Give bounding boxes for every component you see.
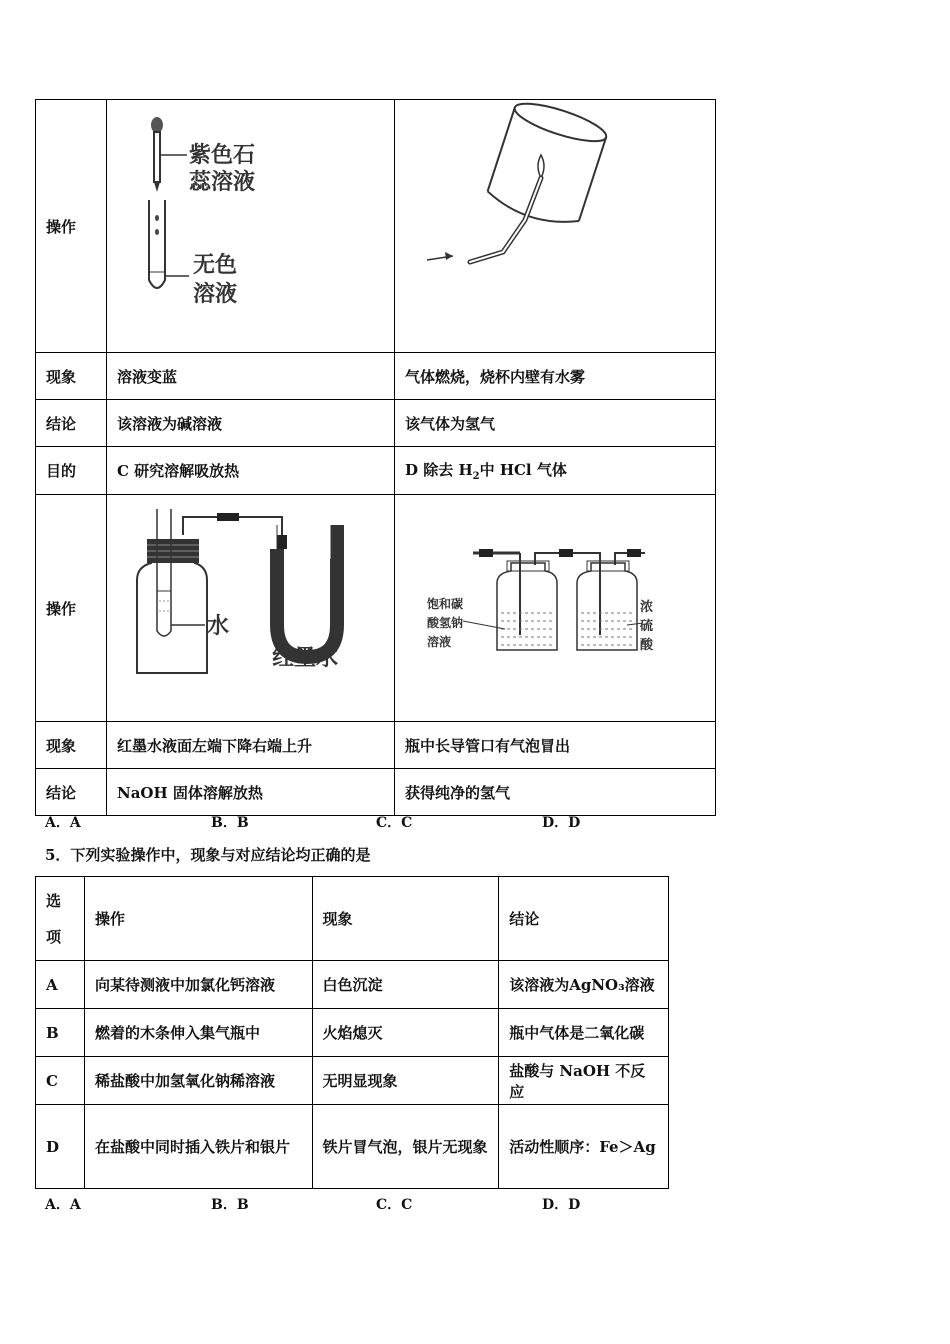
experiment-table-1 xyxy=(35,99,716,816)
conclusion-c: NaOH 固体溶解放热 xyxy=(107,769,395,816)
row-label-conclusion-1: 结论 xyxy=(36,400,107,447)
row-label-phenomenon-2: 现象 xyxy=(36,722,107,769)
choice-c[interactable]: C．C xyxy=(376,815,413,831)
choice-d[interactable]: D．D xyxy=(542,815,581,831)
label-red-ink: 红墨水 xyxy=(272,646,339,671)
row-operation: 在盐酸中同时插入铁片和银片 xyxy=(84,1105,312,1189)
bottle xyxy=(137,547,207,673)
table-row xyxy=(36,1057,669,1105)
row-option: B xyxy=(36,1009,85,1057)
row-phenomenon: 火焰熄灭 xyxy=(312,1009,499,1057)
label-bicarbonate-2: 酸氢钠 xyxy=(427,616,464,630)
row-option: A xyxy=(36,961,85,1009)
row-phenomenon: 白色沉淀 xyxy=(312,961,499,1009)
choice-d[interactable]: D．D xyxy=(542,1197,581,1213)
label-colorless-2: 溶液 xyxy=(193,282,238,307)
conclusion-b: 该气体为氢气 xyxy=(395,400,716,447)
row-option: C xyxy=(36,1057,85,1105)
dropper-tube xyxy=(154,132,160,182)
row-operation: 燃着的木条伸入集气瓶中 xyxy=(84,1009,312,1057)
phenomenon-b: 气体燃烧，烧杯内壁有水雾 xyxy=(395,353,716,400)
label-conc-3: 酸 xyxy=(640,638,654,653)
row-operation: 稀盐酸中加氢氧化钠稀溶液 xyxy=(84,1057,312,1105)
label-bicarbonate-1: 饱和碳 xyxy=(427,597,464,611)
label-water: 水 xyxy=(207,614,230,639)
figure-a-cell xyxy=(107,100,395,353)
header-option: 选 项 xyxy=(36,877,85,961)
flame xyxy=(538,155,544,178)
header-operation: 操作 xyxy=(84,877,312,961)
litmus-test-figure xyxy=(107,100,394,348)
row-phenomenon: 无明显现象 xyxy=(312,1057,499,1105)
table-row xyxy=(36,1105,669,1189)
row-label-phenomenon-1: 现象 xyxy=(36,353,107,400)
row-label-purpose: 目的 xyxy=(36,447,107,495)
label-litmus-1: 紫色石 xyxy=(189,143,256,168)
table-row xyxy=(36,961,669,1009)
choice-c[interactable]: C．C xyxy=(376,1197,413,1213)
beaker xyxy=(484,100,610,231)
conclusion-a: 该溶液为碱溶液 xyxy=(107,400,395,447)
gas-combustion-figure xyxy=(395,100,715,348)
row-conclusion: 该溶液为AgNO₃溶液 xyxy=(499,961,669,1009)
dropper-bulb xyxy=(151,117,163,133)
tube-joint xyxy=(217,513,239,521)
header-conclusion: 结论 xyxy=(499,877,669,961)
drop xyxy=(155,215,159,221)
gas-purification-figure xyxy=(395,495,715,717)
drop xyxy=(155,229,159,235)
experiment-table-2 xyxy=(35,876,669,1189)
row-operation: 向某待测液中加氯化钙溶液 xyxy=(84,961,312,1009)
row-conclusion: 盐酸与 NaOH 不反应 xyxy=(499,1057,669,1105)
phenomenon-a: 溶液变蓝 xyxy=(107,353,395,400)
row-label-operation-1: 操作 xyxy=(36,100,107,353)
figure-d-cell xyxy=(395,495,716,722)
label-conc-1: 浓 xyxy=(640,600,654,615)
choice-b[interactable]: B．B xyxy=(211,815,249,831)
dropper-tip xyxy=(154,182,160,192)
label-litmus-2: 蕊溶液 xyxy=(189,170,256,195)
conclusion-d: 获得纯净的氢气 xyxy=(395,769,716,816)
phenomenon-c: 红墨水液面左端下降右端上升 xyxy=(107,722,395,769)
question-5-title: 5．下列实验操作中，现象与对应结论均正确的是 xyxy=(45,846,371,864)
choice-a[interactable]: A．A xyxy=(45,815,81,831)
row-conclusion: 活动性顺序：Fe＞Ag xyxy=(499,1105,669,1189)
phenomenon-d: 瓶中长导管口有气泡冒出 xyxy=(395,722,716,769)
figure-b-cell xyxy=(395,100,716,353)
label-conc-2: 硫 xyxy=(640,619,654,634)
bicarbonate-pointer xyxy=(463,621,505,629)
test-tube xyxy=(149,200,165,288)
label-colorless-1: 无色 xyxy=(193,253,238,278)
choice-a[interactable]: A．A xyxy=(45,1197,81,1213)
inner-test-tube xyxy=(157,509,171,636)
table-row xyxy=(36,1009,669,1057)
row-label-conclusion-2: 结论 xyxy=(36,769,107,816)
dissolution-heat-figure xyxy=(107,495,394,717)
row-phenomenon: 铁片冒气泡，银片无现象 xyxy=(312,1105,499,1189)
row-option: D xyxy=(36,1105,85,1189)
row-conclusion: 瓶中气体是二氧化碳 xyxy=(499,1009,669,1057)
purpose-d: D 除去 $H_2$中 HCl 气体 xyxy=(395,447,716,495)
header-phenomenon: 现象 xyxy=(312,877,499,961)
figure-c-cell xyxy=(107,495,395,722)
row-label-operation-2: 操作 xyxy=(36,495,107,722)
purpose-c: C 研究溶解吸放热 xyxy=(107,447,395,495)
choice-b[interactable]: B．B xyxy=(211,1197,249,1213)
label-bicarbonate-3: 溶液 xyxy=(427,635,452,649)
